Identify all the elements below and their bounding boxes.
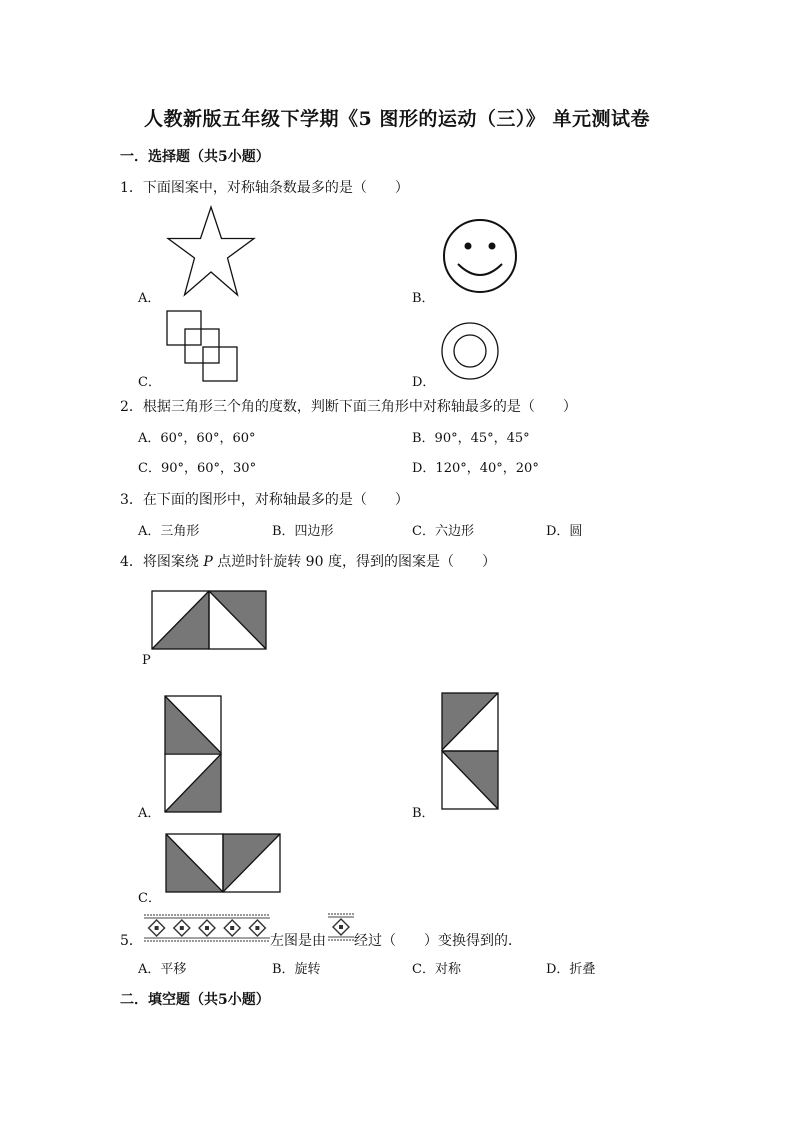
question-3: 3．在下面的图形中，对称轴最多的是（ ） bbox=[120, 492, 409, 508]
q4-option-c-figure bbox=[165, 833, 281, 893]
q3-option-b[interactable]: B．四边形 bbox=[272, 524, 334, 539]
q4-text-before: 4．将图案绕 bbox=[120, 554, 204, 570]
rotation-point-label: P bbox=[142, 653, 151, 668]
q4-option-b[interactable]: B． bbox=[412, 806, 435, 821]
q4-option-b-figure bbox=[441, 692, 499, 810]
q5-option-a[interactable]: A．平移 bbox=[138, 962, 187, 977]
question-5-text-end: 经过（ ）变换得到的． bbox=[354, 933, 522, 949]
q1-option-b[interactable]: B． bbox=[412, 291, 435, 306]
question-5-text-mid: 左图是由 bbox=[270, 933, 326, 949]
q2-option-a[interactable]: A．60°，60°，60° bbox=[138, 431, 256, 446]
q5-option-d[interactable]: D．折叠 bbox=[546, 962, 596, 977]
q4-point-var: P bbox=[203, 554, 213, 570]
q3-option-a[interactable]: A．三角形 bbox=[138, 524, 200, 539]
q4-option-a-figure bbox=[164, 695, 222, 813]
border-pattern-strip bbox=[144, 914, 270, 942]
q4-option-c[interactable]: C． bbox=[138, 891, 161, 906]
q2-option-b[interactable]: B．90°，45°，45° bbox=[412, 431, 530, 446]
q1-option-a[interactable]: A． bbox=[138, 291, 161, 306]
three-squares-figure bbox=[166, 310, 238, 382]
q4-text-after: 点逆时针旋转 90 度，得到的图案是（ ） bbox=[212, 554, 496, 570]
question-5-number: 5． bbox=[120, 933, 143, 949]
question-1: 1．下面图案中，对称轴条数最多的是（ ） bbox=[120, 180, 409, 196]
rotation-original-figure bbox=[151, 590, 267, 650]
q2-option-c[interactable]: C．90°，60°，30° bbox=[138, 461, 257, 476]
q1-option-d[interactable]: D． bbox=[412, 375, 436, 390]
q3-option-d[interactable]: D．圆 bbox=[546, 524, 583, 539]
question-2: 2．根据三角形三个角的度数，判断下面三角形中对称轴最多的是（ ） bbox=[120, 399, 577, 415]
page-title: 人教新版五年级下学期《5 图形的运动（三）》 单元测试卷 bbox=[144, 108, 650, 130]
star-figure bbox=[165, 205, 257, 297]
q2-option-d[interactable]: D．120°，40°，20° bbox=[412, 461, 539, 476]
section-heading-choice: 一．选择题（共5小题） bbox=[120, 149, 270, 165]
q4-option-a[interactable]: A． bbox=[138, 806, 161, 821]
section-heading-fill-in: 二．填空题（共5小题） bbox=[120, 992, 270, 1008]
q5-option-c[interactable]: C．对称 bbox=[412, 962, 461, 977]
q5-option-b[interactable]: B．旋转 bbox=[272, 962, 321, 977]
q1-option-c[interactable]: C． bbox=[138, 375, 161, 390]
question-4 bbox=[120, 551, 496, 571]
smiley-face-figure bbox=[440, 218, 520, 296]
single-tile-pattern bbox=[328, 913, 354, 941]
q3-option-c[interactable]: C．六边形 bbox=[412, 524, 474, 539]
concentric-circles-figure bbox=[441, 322, 499, 380]
